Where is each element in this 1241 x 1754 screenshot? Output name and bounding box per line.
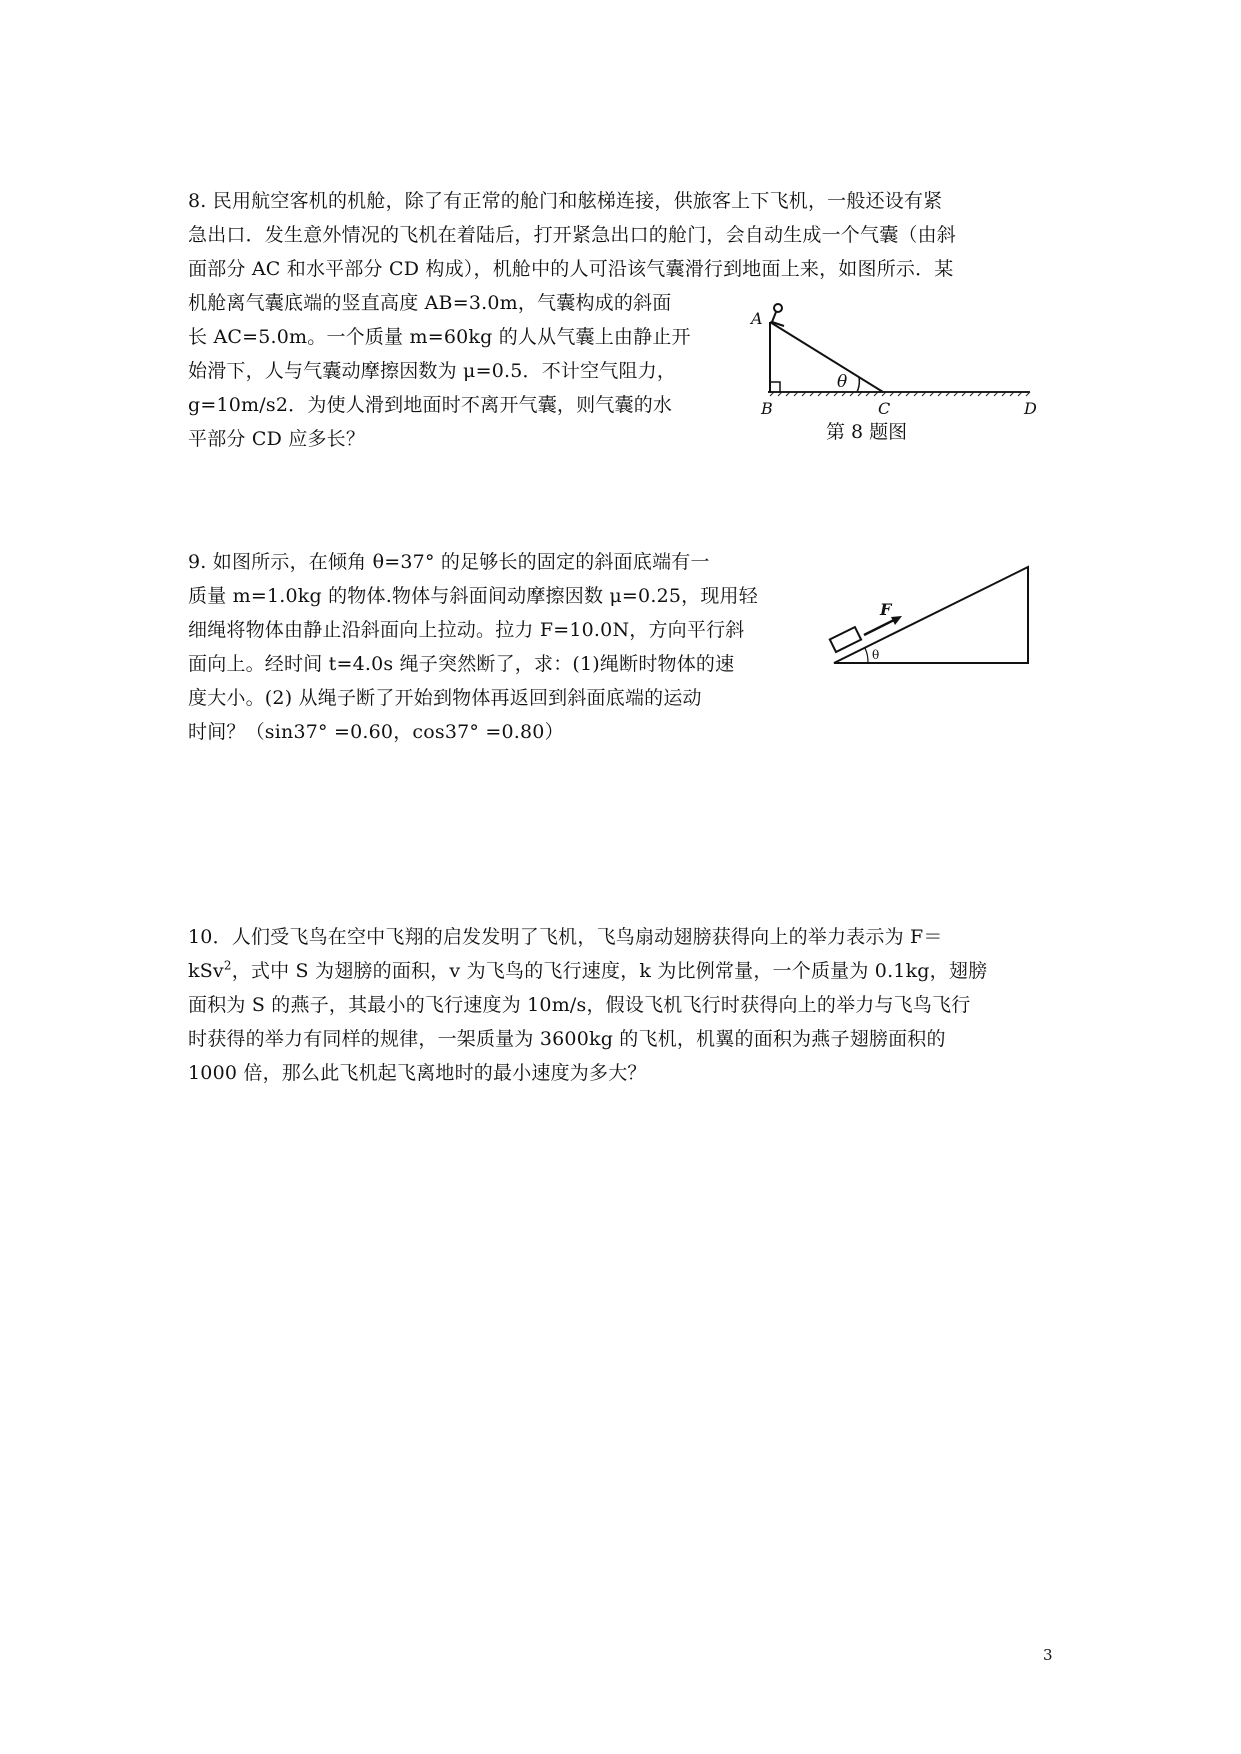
angle-label-theta: θ <box>872 648 880 662</box>
question-10-line-3: 面积为 S 的燕子，其最小的飞行速度为 10m/s，假设飞机飞行时获得向上的举力与飞鸟飞行 <box>188 994 971 1016</box>
right-angle-mark <box>770 382 780 392</box>
question-10-line-4: 时获得的举力有同样的规律，一架质量为 3600kg 的飞机，机翼的面积为燕子翅膀面积的 <box>188 1028 946 1050</box>
figure-8-diagram <box>740 300 1050 422</box>
ground-hatching <box>768 392 1030 396</box>
question-9-text <box>188 545 808 749</box>
segment-ac <box>770 322 883 392</box>
angle-label-theta: θ <box>837 372 848 392</box>
question-8-line-7: g=10m/s2．为使人滑到地面时不离开气囊，则气囊的水 <box>188 394 673 416</box>
question-9-line-5: 度大小。(2) 从绳子断了开始到物体再返回到斜面底端的运动 <box>188 687 702 709</box>
angle-arc <box>865 648 868 663</box>
question-9-line-1: 9. 如图所示，在倾角 θ=37° 的足够长的固定的斜面底端有一 <box>188 551 710 573</box>
question-9-line-6: 时间？（sin37° =0.60，cos37° =0.80） <box>188 721 564 743</box>
figure-8-caption: 第 8 题图 <box>826 421 908 443</box>
question-8-line-2: 急出口．发生意外情况的飞机在着陆后，打开紧急出口的舱门，会自动生成一个气囊（由斜 <box>188 224 957 246</box>
question-8-line-3: 面部分 AC 和水平部分 CD 构成），机舱中的人可沿该气囊滑行到地面上来，如图所示．某 <box>188 258 954 280</box>
question-10-line-5: 1000 倍，那么此飞机起飞离地时的最小速度为多大？ <box>188 1062 647 1084</box>
question-8-line-5: 长 AC=5.0m。一个质量 m=60kg 的人从气囊上由静止开 <box>188 326 691 348</box>
question-10-line-1: 10．人们受飞鸟在空中飞翔的启发发明了飞机，飞鸟扇动翅膀获得向上的举力表示为 F＝ <box>188 926 943 948</box>
page-number: 3 <box>1043 1646 1053 1664</box>
formula-exponent: 2 <box>223 958 232 973</box>
question-10-text <box>188 920 1068 1090</box>
formula-ksv: kSv <box>188 960 224 982</box>
question-8-line-1: 8. 民用航空客机的机舱，除了有正常的舱门和舷梯连接，供旅客上下飞机，一般还设有紧 <box>188 190 943 212</box>
point-label-c: C <box>878 399 891 418</box>
question-10-line-2 <box>188 954 1068 988</box>
point-label-b: B <box>761 399 773 418</box>
question-8-line-8: 平部分 CD 应多长？ <box>188 428 366 450</box>
question-9-line-4: 面向上。经时间 t=4.0s 绳子突然断了，求：(1)绳断时物体的速 <box>188 653 735 675</box>
angle-arc <box>857 377 859 392</box>
question-8-line-6: 始滑下，人与气囊动摩擦因数为 μ=0.5．不计空气阻力， <box>188 360 677 382</box>
figure-9-diagram <box>828 565 1038 670</box>
incline-triangle <box>834 567 1028 663</box>
force-label: F <box>880 600 892 619</box>
person-icon <box>772 304 784 326</box>
question-9-line-2: 质量 m=1.0kg 的物体.物体与斜面间动摩擦因数 μ=0.25，现用轻 <box>188 585 758 607</box>
question-9-line-3: 细绳将物体由静止沿斜面向上拉动。拉力 F=10.0N，方向平行斜 <box>188 619 745 641</box>
point-label-d: D <box>1024 399 1037 418</box>
point-label-a: A <box>751 309 763 328</box>
question-10-line-2-rest: ，式中 S 为翅膀的面积，v 为飞鸟的飞行速度，k 为比例常量，一个质量为 0.1kg，翅膀 <box>231 960 988 982</box>
block-on-incline <box>830 627 861 652</box>
question-8-line-4: 机舱离气囊底端的竖直高度 AB=3.0m，气囊构成的斜面 <box>188 292 672 314</box>
